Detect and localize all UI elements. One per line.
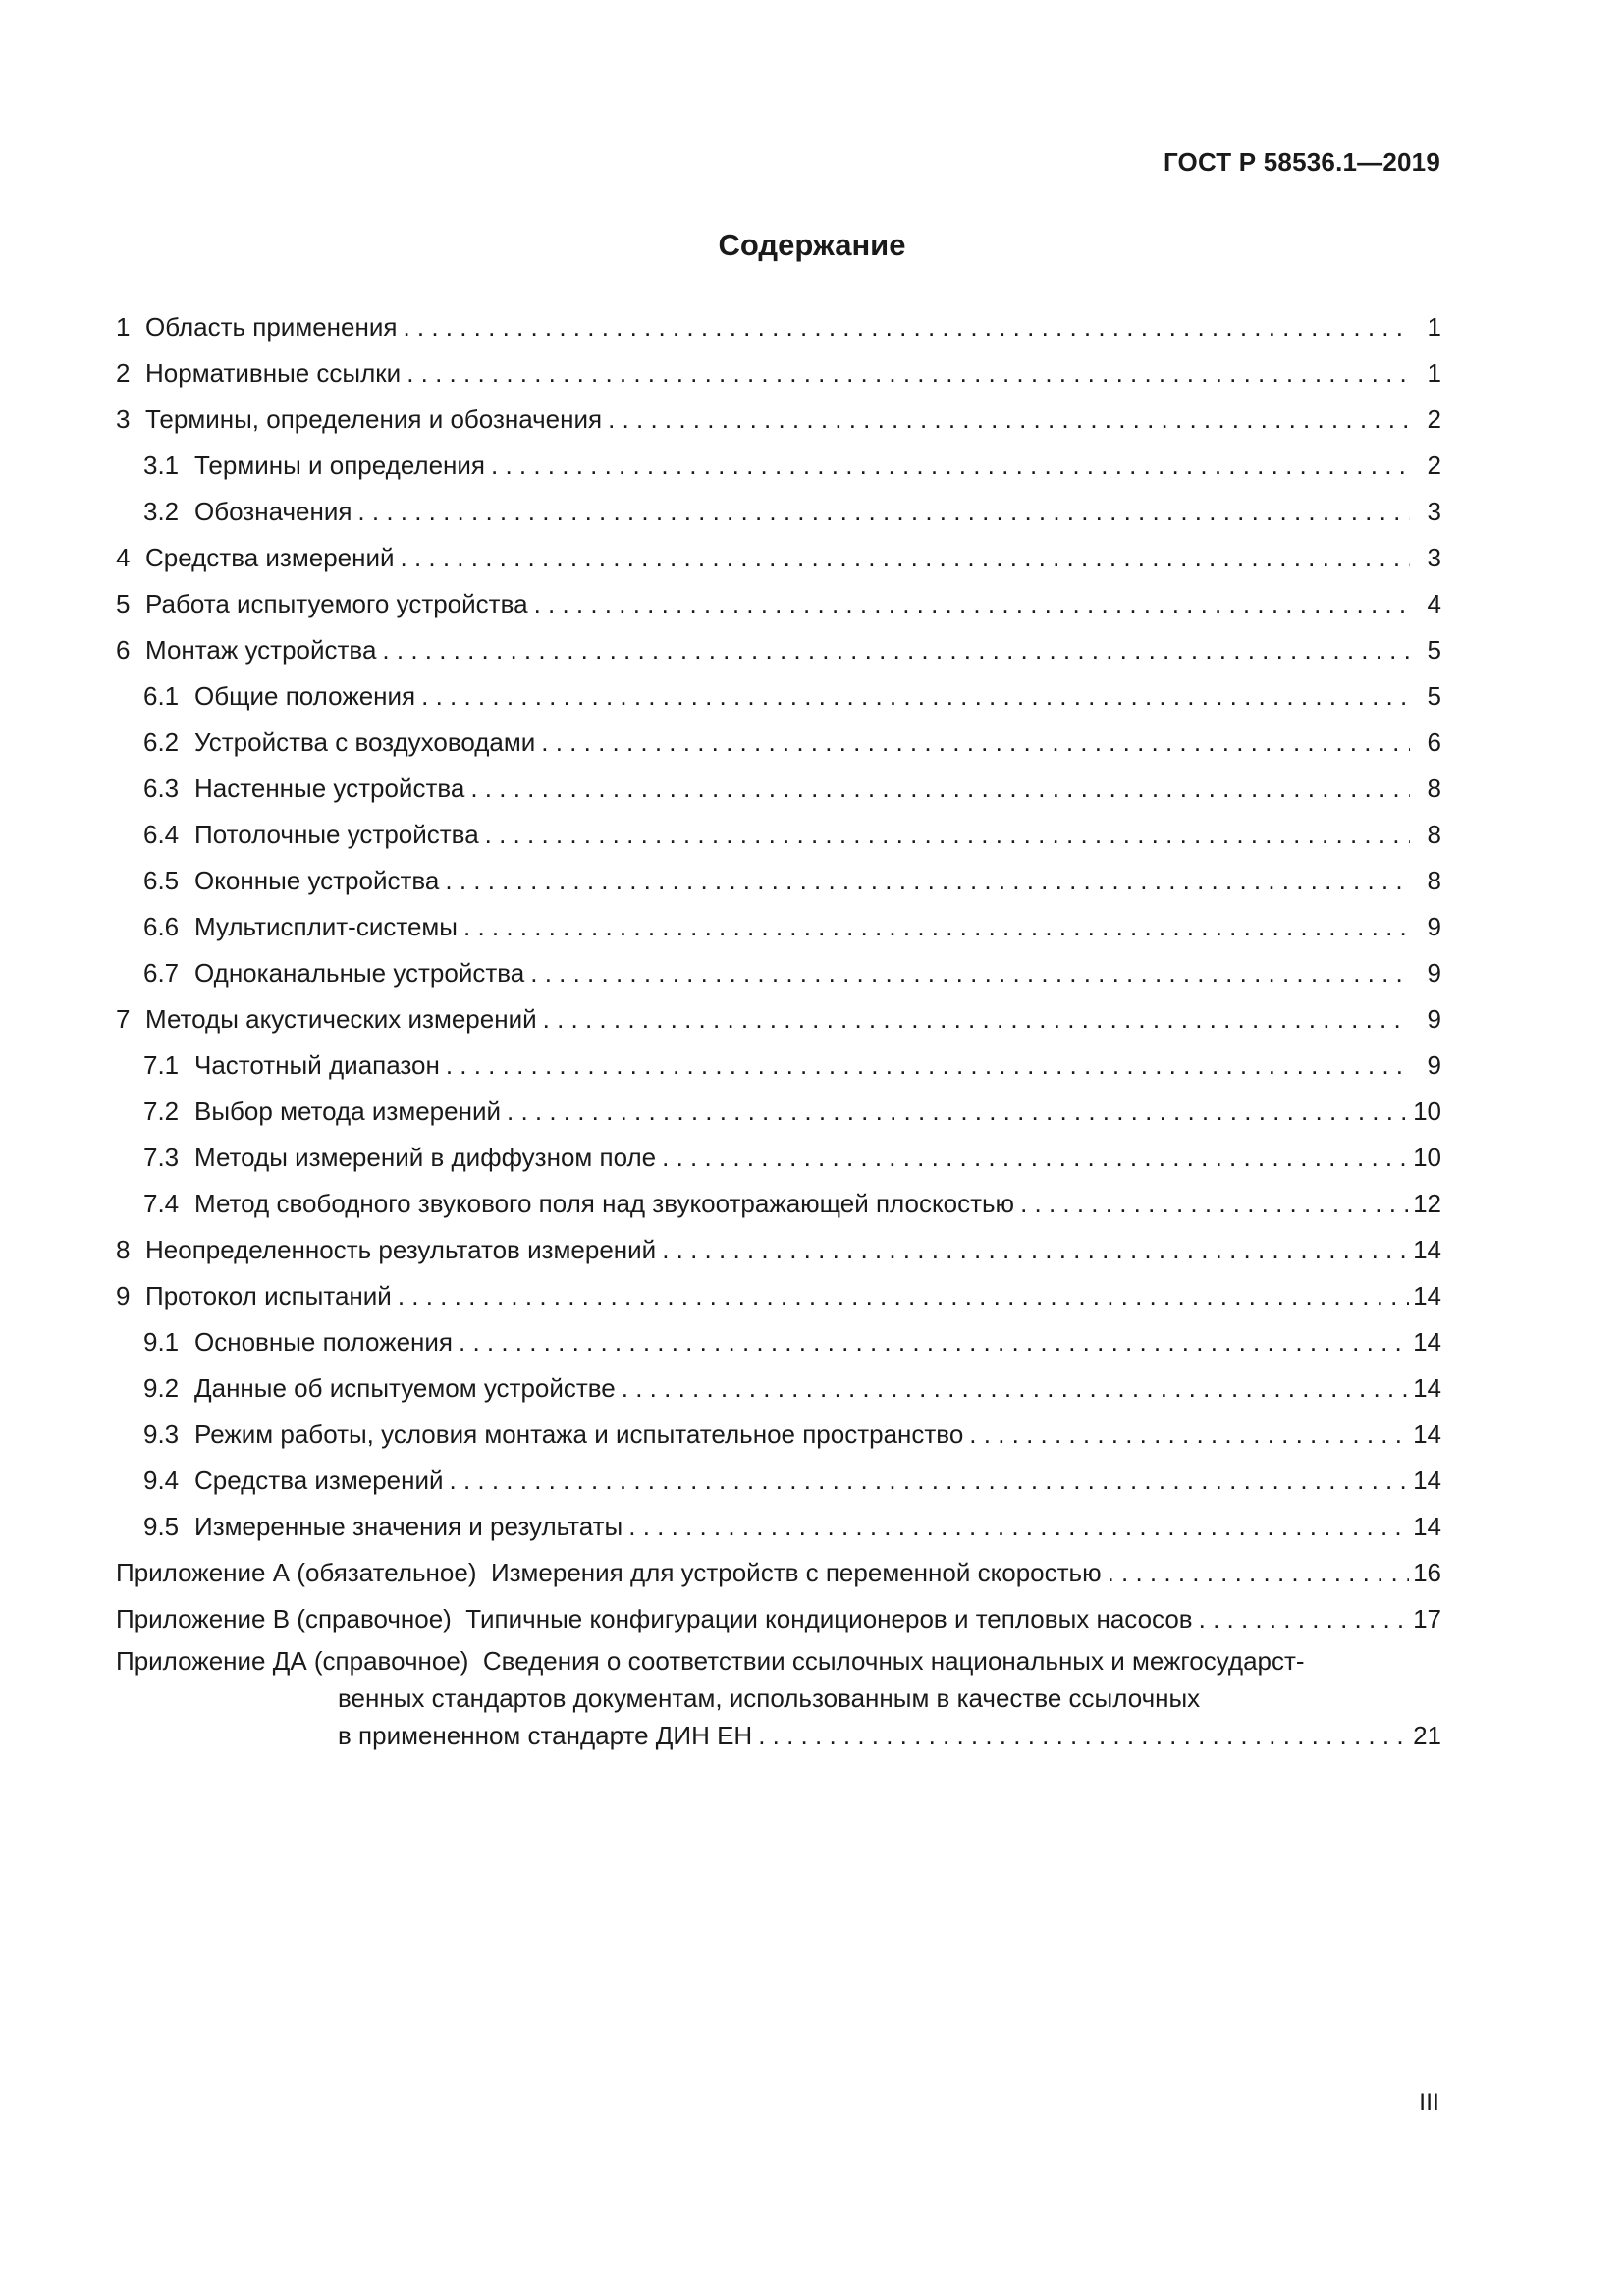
toc-page-number: 1 xyxy=(1427,358,1441,388)
toc-entry-number: 1 xyxy=(116,312,131,342)
document-code: ГОСТ Р 58536.1—2019 xyxy=(1163,147,1440,177)
toc-entry-title: Частотный диапазон xyxy=(194,1050,440,1080)
toc-entry[interactable] xyxy=(116,535,1441,581)
toc-entry[interactable] xyxy=(116,627,1441,673)
toc-entry-number: 6.3 xyxy=(143,774,180,803)
toc-entry-title: Область применения xyxy=(145,312,398,342)
dot-leader xyxy=(421,673,1410,720)
toc-entry-number: 6.6 xyxy=(143,912,180,941)
toc-entry-number: 6.4 xyxy=(143,820,180,849)
toc-entry-title: Протокол испытаний xyxy=(145,1281,392,1310)
toc-page-number: 6 xyxy=(1427,727,1441,757)
dot-leader xyxy=(382,627,1410,673)
dot-leader xyxy=(1108,1550,1410,1596)
toc-entry[interactable] xyxy=(116,304,1441,350)
toc-entry-title: Работа испытуемого устройства xyxy=(145,589,528,618)
toc-entry-appendix[interactable] xyxy=(116,1550,1441,1596)
toc-entry-appendix[interactable] xyxy=(116,1596,1441,1642)
spacer xyxy=(476,1550,490,1596)
toc-page-number: 14 xyxy=(1413,1235,1441,1264)
appendix-label: Приложение ДА (справочное) xyxy=(116,1646,469,1676)
dot-leader xyxy=(628,1504,1409,1550)
toc-entry-title: Средства измерений xyxy=(194,1466,444,1495)
toc-entry[interactable] xyxy=(116,1181,1441,1227)
toc-entry-title: Устройства с воздуховодами xyxy=(194,727,536,757)
toc-entry-number: 9.5 xyxy=(143,1512,180,1541)
appendix-label: Приложение А (обязательное) xyxy=(116,1558,477,1587)
toc-page-number: 3 xyxy=(1427,543,1441,572)
toc-page-number: 14 xyxy=(1413,1466,1441,1495)
toc-entry-title: Общие положения xyxy=(194,681,416,711)
toc-entry-number: 2 xyxy=(116,358,131,388)
dot-leader xyxy=(445,858,1410,904)
toc-page-number: 10 xyxy=(1413,1143,1441,1172)
appendix-title: Измерения для устройств с переменной скоростью xyxy=(490,1558,1102,1587)
dot-leader xyxy=(485,812,1410,858)
dot-leader xyxy=(491,443,1410,489)
toc-entry-title: Метод свободного звукового поля над звукоотражающей плоскостью xyxy=(194,1189,1015,1218)
toc-entry[interactable] xyxy=(116,397,1441,443)
toc-entry-number: 3.2 xyxy=(143,497,180,526)
toc-entry[interactable] xyxy=(116,720,1441,766)
dot-leader xyxy=(1199,1596,1409,1642)
toc-entry[interactable] xyxy=(116,1273,1441,1319)
toc-entry-number: 3 xyxy=(116,404,131,434)
toc-entry[interactable] xyxy=(116,858,1441,904)
page-number: III xyxy=(1419,2089,1439,2116)
toc-entry-number: 6.2 xyxy=(143,727,180,757)
toc-page-number: 3 xyxy=(1427,497,1441,526)
toc-entry[interactable] xyxy=(116,812,1441,858)
toc-page-number: 16 xyxy=(1413,1558,1441,1587)
toc-entry-title: Оконные устройства xyxy=(194,866,440,895)
toc-entry-number: 3.1 xyxy=(143,451,180,480)
toc-entry[interactable] xyxy=(116,581,1441,627)
toc-page-number: 12 xyxy=(1413,1189,1441,1218)
toc-entry[interactable] xyxy=(116,1042,1441,1089)
toc-entry[interactable] xyxy=(116,1412,1441,1458)
dot-leader xyxy=(530,950,1410,996)
toc-entry[interactable] xyxy=(116,350,1441,397)
toc-entry-title: Измеренные значения и результаты xyxy=(194,1512,623,1541)
toc-entry-title: Настенные устройства xyxy=(194,774,465,803)
dot-leader xyxy=(758,1717,1409,1754)
dot-leader xyxy=(406,350,1410,397)
toc-entry-title: Монтаж устройства xyxy=(145,635,377,665)
appendix-title-line-2: венных стандартов документам, использованным в качестве ссылочных xyxy=(338,1683,1201,1713)
toc-entry[interactable] xyxy=(116,1365,1441,1412)
toc-entry[interactable] xyxy=(116,673,1441,720)
dot-leader xyxy=(450,1458,1410,1504)
toc-entry-title: Термины, определения и обозначения xyxy=(145,404,603,434)
toc-entry-title: Средства измерений xyxy=(145,543,395,572)
toc-entry[interactable] xyxy=(116,489,1441,535)
toc-entry-number: 9.2 xyxy=(143,1373,180,1403)
toc-entry-title: Методы акустических измерений xyxy=(145,1004,537,1034)
dot-leader xyxy=(401,535,1410,581)
toc-entry-number: 7.1 xyxy=(143,1050,180,1080)
toc-page-number: 17 xyxy=(1413,1604,1441,1633)
dot-leader xyxy=(1020,1181,1409,1227)
dot-leader xyxy=(662,1135,1409,1181)
dot-leader xyxy=(541,720,1410,766)
toc-page-number: 10 xyxy=(1413,1096,1441,1126)
toc-entry-number: 9.3 xyxy=(143,1419,180,1449)
toc-entry-number: 6.7 xyxy=(143,958,180,988)
toc-page-number: 5 xyxy=(1427,681,1441,711)
toc-entry-title: Выбор метода измерений xyxy=(194,1096,501,1126)
dot-leader xyxy=(357,489,1410,535)
appendix-label: Приложение В (справочное) xyxy=(116,1604,452,1633)
toc-entry-title: Одноканальные устройства xyxy=(194,958,525,988)
dot-leader xyxy=(662,1227,1409,1273)
toc-page-number: 4 xyxy=(1427,589,1441,618)
toc-entry[interactable] xyxy=(116,1089,1441,1135)
toc-entry-number: 6 xyxy=(116,635,131,665)
toc-entry[interactable] xyxy=(116,1135,1441,1181)
toc-entry-title: Термины и определения xyxy=(194,451,486,480)
toc-page-number: 8 xyxy=(1427,866,1441,895)
toc-entry[interactable] xyxy=(116,1458,1441,1504)
dot-leader xyxy=(969,1412,1409,1458)
toc-entry-title: Обозначения xyxy=(194,497,352,526)
toc-entry-number: 9.4 xyxy=(143,1466,180,1495)
toc-entry-title: Потолочные устройства xyxy=(194,820,479,849)
dot-leader xyxy=(470,766,1410,812)
dot-leader xyxy=(507,1089,1409,1135)
toc-page-number: 9 xyxy=(1427,1004,1441,1034)
toc-entry-title: Данные об испытуемом устройстве xyxy=(194,1373,616,1403)
dot-leader xyxy=(608,397,1410,443)
toc-entry-title: Мультисплит-системы xyxy=(194,912,458,941)
toc-entry[interactable] xyxy=(116,904,1441,950)
dot-leader xyxy=(446,1042,1410,1089)
toc-page-number: 2 xyxy=(1427,451,1441,480)
toc-entry-number: 7.2 xyxy=(143,1096,180,1126)
toc-entry-title: Основные положения xyxy=(194,1327,453,1357)
toc-page-number: 14 xyxy=(1413,1419,1441,1449)
toc-page-number: 9 xyxy=(1427,912,1441,941)
toc-entry[interactable] xyxy=(116,1504,1441,1550)
dot-leader xyxy=(459,1319,1409,1365)
toc-entry-number: 6.5 xyxy=(143,866,180,895)
toc-entry-number: 7.4 xyxy=(143,1189,180,1218)
toc-entry-title: Неопределенность результатов измерений xyxy=(145,1235,657,1264)
toc-entry-number: 9.1 xyxy=(143,1327,180,1357)
toc-page-number: 5 xyxy=(1427,635,1441,665)
toc-entry-number: 6.1 xyxy=(143,681,180,711)
toc-page-number: 21 xyxy=(1413,1721,1441,1750)
toc-page-number: 14 xyxy=(1413,1373,1441,1403)
toc-entry-number: 8 xyxy=(116,1235,131,1264)
dot-leader xyxy=(403,304,1410,350)
toc-page-number: 8 xyxy=(1427,820,1441,849)
toc-page-number: 1 xyxy=(1427,312,1441,342)
appendix-title: Типичные конфигурации кондиционеров и тепловых насосов xyxy=(465,1604,1193,1633)
toc-entry-title: Режим работы, условия монтажа и испытательное пространство xyxy=(194,1419,964,1449)
dot-leader xyxy=(534,581,1410,627)
toc-entry[interactable] xyxy=(116,1319,1441,1365)
toc-page-number: 2 xyxy=(1427,404,1441,434)
dot-leader xyxy=(398,1273,1409,1319)
toc-entry-number: 5 xyxy=(116,589,131,618)
table-of-contents xyxy=(116,304,1441,1754)
dot-leader xyxy=(622,1365,1409,1412)
toc-page-number: 14 xyxy=(1413,1512,1441,1541)
dot-leader xyxy=(463,904,1410,950)
spacer xyxy=(452,1596,465,1642)
toc-entry-number: 4 xyxy=(116,543,131,572)
dot-leader xyxy=(543,996,1410,1042)
toc-entry[interactable] xyxy=(116,1227,1441,1273)
toc-entry-number: 7 xyxy=(116,1004,131,1034)
toc-page-number: 14 xyxy=(1413,1327,1441,1357)
toc-page-number: 14 xyxy=(1413,1281,1441,1310)
toc-entry[interactable] xyxy=(116,950,1441,996)
toc-entry[interactable] xyxy=(116,443,1441,489)
toc-entry-title: Методы измерений в диффузном поле xyxy=(194,1143,657,1172)
toc-entry[interactable] xyxy=(116,996,1441,1042)
appendix-title-line-3: в примененном стандарте ДИН ЕН xyxy=(338,1721,753,1750)
toc-entry-title: Нормативные ссылки xyxy=(145,358,402,388)
toc-page-number: 8 xyxy=(1427,774,1441,803)
appendix-title-line-1: Сведения о соответствии ссылочных национальных и межгосударст- xyxy=(482,1646,1305,1676)
toc-entry-appendix-da[interactable] xyxy=(116,1642,1441,1754)
toc-title: Содержание xyxy=(718,228,906,262)
toc-entry-number: 9 xyxy=(116,1281,131,1310)
toc-entry-number: 7.3 xyxy=(143,1143,180,1172)
toc-page-number: 9 xyxy=(1427,1050,1441,1080)
toc-page-number: 9 xyxy=(1427,958,1441,988)
toc-entry[interactable] xyxy=(116,766,1441,812)
